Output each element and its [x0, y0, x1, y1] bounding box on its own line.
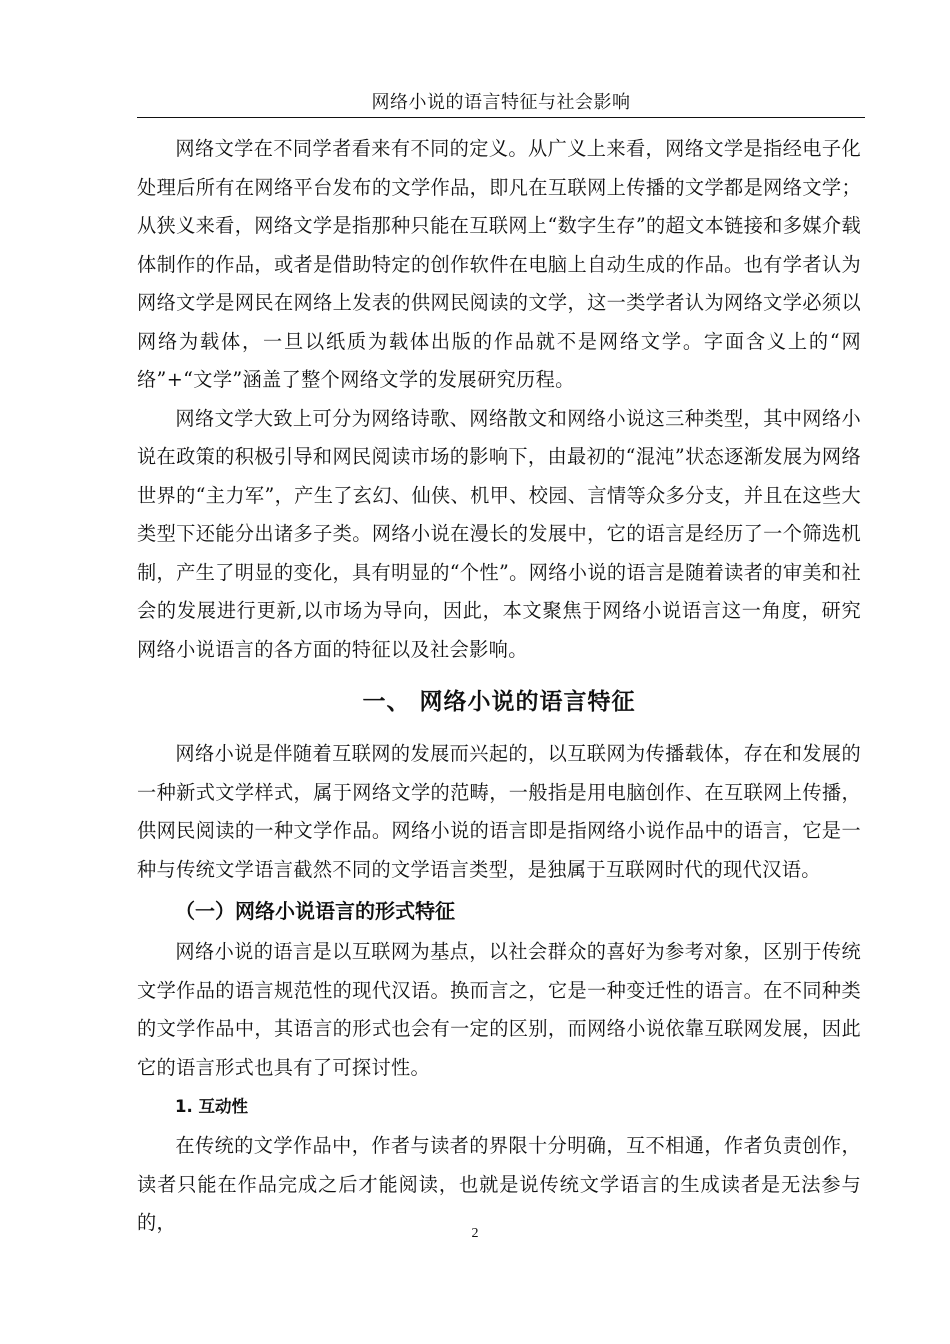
- subsection-heading-form-features: （一）网络小说语言的形式特征: [175, 899, 455, 923]
- item-heading-interactivity: 1. 互动性: [175, 1097, 248, 1116]
- document-body: [137, 130, 861, 1243]
- page-number: 2: [471, 1226, 479, 1241]
- paragraph-intro-types: 网络文学大致上可分为网络诗歌、网络散文和网络小说这三种类型，其中网络小说在政策的积极引导和网民阅读市场的影响下，由最初的“混沌”状态逐渐发展为网络世界的“主力军”，产生了玄幻、仙侠、机甲、校园、言情等众多分支，并且在这些大类型下还能分出诸多子类。网络小说在漫长的发展中，它的语言是经历了一个筛选机制，产生了明显的变化，具有明显的“个性”。网络小说的语言是随着读者的审美和社会的发展进行更新,以市场为导向，因此，本文聚焦于网络小说语言这一角度，研究网络小说语言的各方面的特征以及社会影响。: [137, 406, 861, 661]
- header-divider: [137, 117, 865, 118]
- paragraph-subsection-overview: 网络小说的语言是以互联网为基点，以社会群众的喜好为参考对象，区别于传统文学作品的语言规范性的现代汉语。换而言之，它是一种变迁性的语言。在不同种类的文学作品中，其语言的形式也会有一定的区别，而网络小说依靠互联网发展，因此它的语言形式也具有了可探讨性。: [137, 940, 861, 1079]
- section-heading-language-features: 一、 网络小说的语言特征: [362, 689, 636, 715]
- paragraph-interactivity: 在传统的文学作品中，作者与读者的界限十分明确，互不相通，作者负责创作，读者只能在作品完成之后才能阅读，也就是说传统文学语言的生成读者是无法参与的，: [137, 1134, 861, 1234]
- running-header-title: 网络小说的语言特征与社会影响: [371, 92, 631, 113]
- paragraph-section-overview: 网络小说是伴随着互联网的发展而兴起的，以互联网为传播载体，存在和发展的一种新式文学样式，属于网络文学的范畴，一般指是用电脑创作、在互联网上传播，供网民阅读的一种文学作品。网络小说的语言即是指网络小说作品中的语言，它是一种与传统文学语言截然不同的文学语言类型，是独属于互联网时代的现代汉语。: [137, 742, 861, 881]
- paragraph-intro-definition: 网络文学在不同学者看来有不同的定义。从广义上来看，网络文学是指经电子化处理后所有在网络平台发布的文学作品，即凡在互联网上传播的文学都是网络文学；从狭义来看，网络文学是指那种只能在互联网上“数字生存”的超文本链接和多媒介载体制作的作品，或者是借助特定的创作软件在电脑上自动生成的作品。也有学者认为网络文学是网民在网络上发表的供网民阅读的文学，这一类学者认为网络文学必须以网络为载体，一旦以纸质为载体出版的作品就不是网络文学。字面含义上的“网络”+“文学”涵盖了整个网络文学的发展研究历程。: [137, 137, 861, 391]
